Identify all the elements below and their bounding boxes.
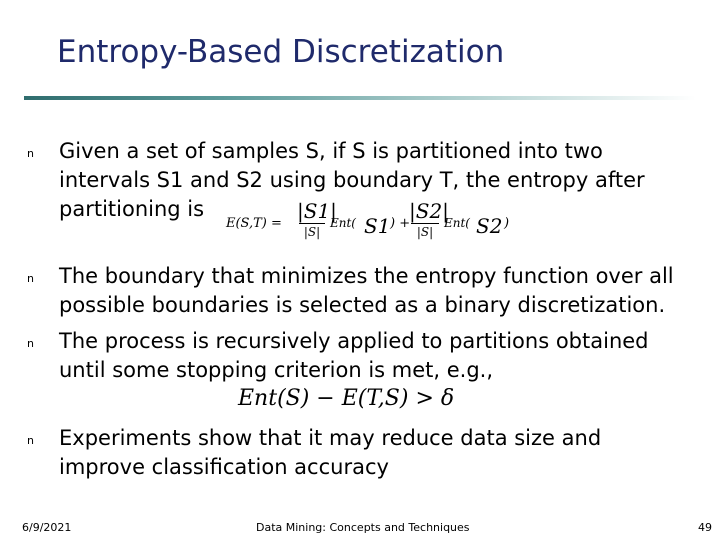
- ent-label-2: Ent(: [444, 216, 470, 230]
- bullet-1-line-3: partitioning is: [59, 197, 205, 221]
- bullet-1-line-2: intervals S1 and S2 using boundary T, the entropy after: [59, 168, 645, 192]
- footer-date: 6/9/2021: [22, 521, 72, 534]
- ent-label-1: Ent(: [330, 216, 356, 230]
- fraction-1-numerator: |S1|: [297, 199, 337, 223]
- close-paren: ): [504, 216, 510, 231]
- bullet-marker: n: [27, 337, 34, 350]
- fraction-2-numerator: |S2|: [409, 199, 449, 223]
- s1-symbol: S1: [364, 214, 391, 238]
- bullet-marker: n: [27, 434, 34, 447]
- bullet-1-line-1: Given a set of samples S, if S is partitioned into two: [59, 139, 603, 163]
- bullet-text-3: [59, 327, 699, 385]
- stopping-criterion-formula: Ent(S) − E(T,S) > δ: [238, 386, 455, 411]
- fraction-2-denominator: |S|: [416, 225, 434, 239]
- bullet-2-line-2: possible boundaries is selected as a binary discretization.: [59, 293, 666, 317]
- formula-lhs: E(S,T) =: [226, 216, 282, 231]
- bullet-4-line-2: improve classification accuracy: [59, 455, 389, 479]
- entropy-formula: [224, 200, 514, 248]
- fraction-1: [297, 199, 337, 239]
- bullet-4-line-1: Experiments show that it may reduce data size and: [59, 426, 602, 450]
- bullet-2-line-1: The boundary that minimizes the entropy function over all: [59, 264, 674, 288]
- bullet-3-line-2: until some stopping criterion is met, e.g.,: [59, 358, 494, 382]
- page-number: 49: [698, 521, 712, 534]
- plus-sign: ) +: [390, 216, 411, 231]
- bullet-marker: n: [27, 272, 34, 285]
- slide-title: Entropy-Based Discretization: [57, 34, 505, 70]
- fraction-1-bar: [299, 223, 325, 224]
- fraction-1-denominator: |S|: [303, 225, 321, 239]
- title-underline: [24, 96, 696, 100]
- fraction-2-bar: [411, 223, 439, 224]
- fraction-2: [409, 199, 449, 239]
- bullet-text-2: [59, 262, 699, 320]
- footer-title: Data Mining: Concepts and Techniques: [256, 521, 470, 534]
- bullet-text-4: [59, 424, 699, 482]
- bullet-3-line-1: The process is recursively applied to partitions obtained: [59, 329, 649, 353]
- bullet-marker: n: [27, 147, 34, 160]
- s2-symbol: S2: [476, 214, 503, 238]
